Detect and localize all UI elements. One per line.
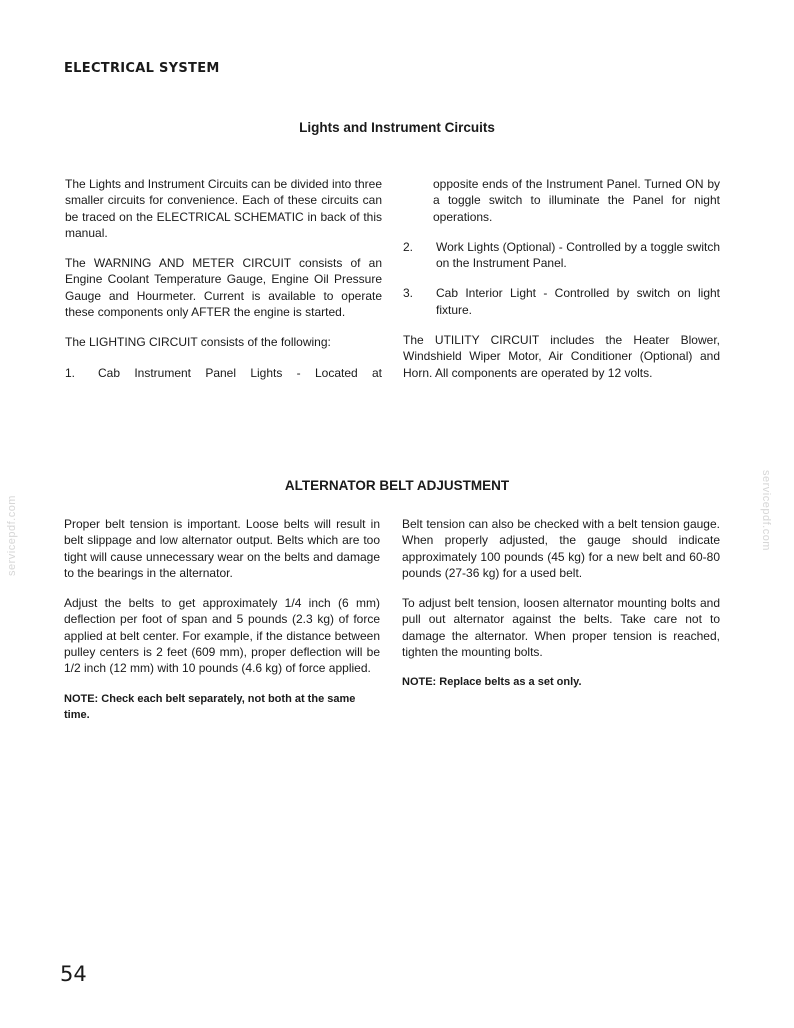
list-item-2 [403, 239, 720, 272]
list-item-1-text-start: Cab Instrument Panel Lights - Located at [98, 365, 382, 380]
lighting-circuit-intro: The LIGHTING CIRCUIT consists of the following: [65, 335, 331, 350]
list-item-1 [65, 365, 382, 381]
chapter-heading: ELECTRICAL SYSTEM [64, 61, 220, 76]
watermark-left: servicepdf.com [6, 495, 18, 576]
list-item-2-text: Work Lights (Optional) - Controlled by a toggle switch on the Instrument Panel. [436, 239, 720, 271]
note-check-each-belt: NOTE: Check each belt separately, not both at the same time. [64, 692, 356, 721]
page-number: 54 [60, 962, 87, 986]
warning-circuit-paragraph: The WARNING AND METER CIRCUIT consists of an Engine Coolant Temperature Gauge, Engine Oil Pressure Gauge and Hourmeter. Current is available to operate these components only AFTER the engine is started. [65, 256, 382, 320]
watermark-right: servicepdf.com [760, 470, 772, 551]
belt-section-title: ALTERNATOR BELT ADJUSTMENT [284, 478, 510, 493]
list-item-3 [403, 285, 720, 318]
utility-circuit-paragraph: The UTILITY CIRCUIT includes the Heater Blower, Windshield Wiper Motor, Air Conditioner (Optional) and Horn. All components are operated by 12 volts. [403, 333, 720, 380]
lights-left-column [65, 176, 382, 381]
lights-right-column [403, 176, 720, 395]
lights-intro-paragraph: The Lights and Instrument Circuits can be divided into three smaller circuits for convenience. Each of these circuits can be traced on the ELECTRICAL SCHEMATIC in back of this manual. [65, 177, 382, 240]
list-item-1-text-continued: opposite ends of the Instrument Panel. Turned ON by a toggle switch to illuminate the Panel for night operations. [433, 177, 720, 224]
list-item-2-number: 2. [403, 239, 414, 254]
list-item-3-number: 3. [403, 286, 414, 301]
belt-left-column [64, 516, 380, 737]
list-item-1-number: 1. [65, 365, 76, 380]
list-item-3-text: Cab Interior Light - Controlled by switch on light fixture. [436, 286, 720, 317]
belt-tension-paragraph: Proper belt tension is important. Loose belts will result in belt slippage and low alternator output. Belts which are too tight will cause unnecessary wear on the belts and damage to the bearings in the alternator. [64, 517, 380, 580]
belt-deflection-paragraph: Adjust the belts to get approximately 1/4 inch (6 mm) deflection per foot of span and 5 pounds (2.3 kg) of force applied at belt center. For example, if the distance between pulley centers is 2 feet (609 mm), proper deflection will be 1/2 inch (12 mm) with 10 pounds (4.6 kg) of force applied. [64, 596, 380, 676]
belt-gauge-paragraph: Belt tension can also be checked with a belt tension gauge. When properly adjusted, the gauge should indicate approximately 100 pounds (45 kg) for a new belt and 60-80 pounds (27-36 kg) for a used belt. [402, 517, 720, 580]
note-replace-as-set: NOTE: Replace belts as a set only. [402, 676, 582, 689]
belt-right-column [402, 516, 720, 704]
lights-section-title: Lights and Instrument Circuits [299, 120, 495, 135]
belt-adjust-paragraph: To adjust belt tension, loosen alternator mounting bolts and pull out alternator against the belts. Take care not to damage the alternator. When proper tension is reached, tighten the mounting bolts. [402, 596, 720, 660]
